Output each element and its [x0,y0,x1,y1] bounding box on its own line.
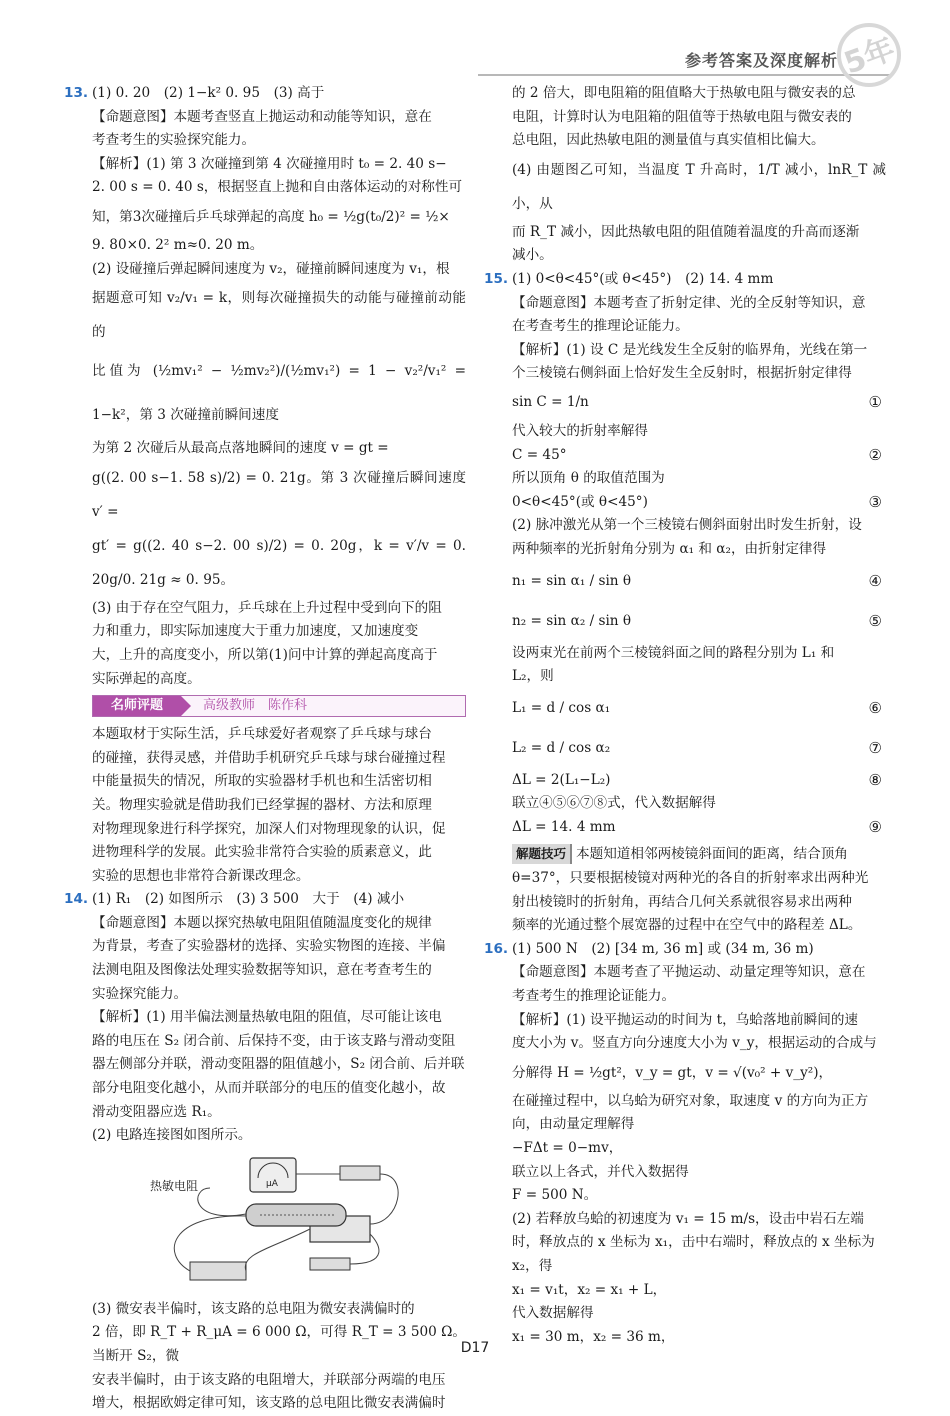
equation-row [484,729,886,769]
left-column [64,82,466,1416]
answer: (1) 0. 20 (2) 1−k² 0. 95 (3) 高于 [92,85,325,101]
banner-arrow-icon [181,696,191,716]
intent-text: 【命题意图】本题考查了平抛运动、动量定理等知识，意在 [512,964,866,981]
analysis-text: (4) 由题图乙可知，当温度 T 升高时，1/T 减小，lnR_T 减小，从 [512,161,886,212]
analysis-text: 联立④⑤⑥⑦⑧式，代入数据解得 [512,795,716,812]
analysis-text: 2. 00 s = 0. 40 s，根据竖直上抛和自由落体运动的对称性可 [92,179,463,196]
analysis-text: 部分电阻变化越小，从而并联部分的电压的值变化越小，故 [92,1080,446,1097]
analysis-text: 滑动变阻器应选 R₁。 [92,1103,221,1120]
analysis-text: 所以顶角 θ 的取值范围为 [512,470,665,487]
solving-tip-label: 解题技巧 [512,844,572,864]
intent-text: 【命题意图】本题考查竖直上抛运动和动能等知识，意在 [92,108,432,125]
analysis-text: 代入数据解得 [512,1305,594,1322]
equation-row [484,386,886,420]
equation: n₂ = sin α₂ / sin θ [512,612,632,629]
analysis-text: 比值为 (½mv₁² − ½mv₂²)/(½mv₁²) = 1 − v₂²/v₁² = 1−k²，第 3 次碰撞前瞬间速度 [92,363,466,424]
equation: sin C = 1/n [512,394,589,411]
comment-text: 的碰撞，获得灵感，并借助手机研究乒乓球与球台碰撞过程 [92,749,446,766]
analysis-text: 9. 80×0. 2² m≈0. 20 m。 [92,236,264,253]
comment-text: 中能量损失的情况，所取的实验器材手机也和生活密切相 [92,773,432,790]
intent-text: 考查考生的实验探究能力。 [92,132,256,149]
tip-text: 射出棱镜时的折射角，再结合几何关系就很容易求出两种 [512,893,852,910]
comment-text: 进物理科学的发展。此实验非常符合实验的质素意义，此 [92,844,432,861]
question-number: 15. [484,270,509,287]
analysis-text: 大，上升的高度变小，所以第(1)问中计算的弹起高度高于 [92,646,438,663]
analysis-text: (2) 若释放乌蛤的初速度为 v₁ = 15 m/s，设击中岩石左端 [512,1210,864,1227]
analysis-text: 2 倍，即 R_T + R_μA = 6 000 Ω，可得 R_T = 3 500 Ω。当断开 S₂，微 [92,1324,466,1364]
analysis-text: 知，第3次碰撞后乒乓球弹起的高度 h₀ = ½g(t₀/2)² = ½× [92,208,450,225]
svg-text:5年: 5年 [839,31,900,82]
five-year-logo [836,22,902,88]
analysis-text: F = 500 N。 [512,1187,598,1204]
thermistor-label: 热敏电阻 [150,1178,199,1193]
answer: (1) 500 N (2) [34 m, 36 m] 或 (34 m, 36 m) [512,940,814,957]
analysis-text: (2) 脉冲激光从第一个三棱镜右侧斜面射出时发生折射，设 [512,517,862,534]
equation: 0<θ<45°(或 θ<45°) [512,493,648,510]
answer: (1) R₁ (2) 如图所示 (3) 3 500 大于 (4) 减小 [92,891,405,908]
header-divider [478,74,890,76]
equation-number: ③ [868,492,882,511]
intent-text: 实验探究能力。 [92,985,188,1002]
analysis-text: 联立以上各式，并代入数据得 [512,1163,689,1180]
question-number: 16. [484,940,509,957]
analysis-text: 电阻，计算时认为电阻箱的阻值等于热敏电阻与微安表的 [512,108,852,125]
circuit-drawing [150,1154,456,1294]
equation-number: ④ [868,571,882,590]
equation-row [484,562,886,602]
tip-text: θ=37°，只要根据棱镜对两种光的各自的折射率求出两种光 [512,870,869,887]
analysis-text: gt′ = g((2. 40 s−2. 00 s)/2) = 0. 20g，k = v′/v = 0. 20g/0. 21g ≈ 0. 95。 [92,537,466,588]
analysis-text: 个三棱镜右侧斜面上恰好发生全反射时，根据折射定律得 [512,365,852,382]
analysis-text: 【解析】(1) 用半偏法测量热敏电阻的阻值，尽可能让该电 [92,1009,442,1026]
equation-number: ① [868,393,882,412]
analysis-text: 分解得 H = ½gt²，v_y = gt，v = √(v₀² + v_y²)， [512,1064,833,1081]
teacher-name: 高级教师 陈作科 [203,698,308,714]
comment-text: 实验的思想也非常符合新课改理念。 [92,867,310,884]
equation: ΔL = 14. 4 mm [512,818,616,835]
header-title: 参考答案及深度解析 [684,51,838,70]
analysis-text: 安表半偏时，由于该支路的电阻增大，并联部分两端的电压 [92,1371,446,1388]
analysis-text: g((2. 00 s−1. 58 s)/2) = 0. 21g。第 3 次碰撞后瞬间速度 v′ = [92,469,466,520]
answer: (1) 0<θ<45°(或 θ<45°) (2) 14. 4 mm [512,270,774,287]
equation-number: ⑥ [868,698,882,717]
analysis-text: 【解析】(1) 设平抛运动的时间为 t，乌蛤落地前瞬间的速 [512,1011,859,1028]
analysis-text: (3) 由于存在空气阻力，乒乓球在上升过程中受到向下的阻 [92,599,442,616]
analysis-text: x₂，得 [512,1257,553,1274]
switch-s2 [340,1166,380,1180]
intent-text: 法测电阻及图像法处理实验数据等知识，意在考查考生的 [92,962,432,979]
analysis-text: x₁ = 30 m，x₂ = 36 m， [512,1328,675,1345]
analysis-text: 器左侧部分并联，滑动变阻器的阻值越小，S₂ 闭合前、后并联 [92,1056,465,1073]
equation-row [484,769,886,793]
analysis-text: 向，由动量定理解得 [512,1116,635,1133]
analysis-text: 路的电压在 S₂ 闭合前、后保持不变，由于该支路与滑动变阻 [92,1032,456,1049]
equation-row [484,816,886,840]
analysis-text: 的 2 倍大，即电阻箱的阻值略大于热敏电阻与微安表的总 [512,85,856,101]
intent-text: 【命题意图】本题以探究热敏电阻阻值随温度变化的规律 [92,914,432,931]
tip-text: 频率的光通过整个展宽器的过程中在空气中的路程差 ΔL。 [512,917,862,934]
equation-number: ⑤ [868,611,882,630]
equation: C = 45° [512,446,567,463]
comment-text: 关。物理实验就是借助我们已经掌握的器材、方法和原理 [92,796,432,813]
equation-row [484,602,886,642]
analysis-text: 时，释放点的 x 坐标为 x₁，击中右端时，释放点的 x 坐标为 [512,1234,875,1251]
analysis-text: 而 R_T 减小，因此热敏电阻的阻值随着温度的升高而逐渐 [512,223,860,240]
analysis-text: 总电阻，因此热敏电阻的测量值与真实值相比偏大。 [512,132,825,149]
equation-row [484,491,886,515]
analysis-text: 两种频率的光折射角分别为 α₁ 和 α₂，由折射定律得 [512,540,827,557]
comment-text: 本题取材于实际生活，乒乓球爱好者观察了乒乓球与球台 [92,726,432,743]
analysis-text: 在碰撞过程中，以乌蛤为研究对象，取速度 v 的方向为正方 [512,1092,869,1109]
analysis-text: 力和重力，即实际加速度大于重力加速度，又加速度变 [92,623,419,640]
analysis-text: (3) 微安表半偏时，该支路的总电阻为微安表满偏时的 [92,1300,415,1317]
equation-number: ② [868,445,882,464]
teacher-comment-banner [92,695,466,717]
analysis-text: −FΔt = 0−mv， [512,1140,623,1156]
analysis-text: 【解析】(1) 第 3 次碰撞到第 4 次碰撞用时 t₀ = 2. 40 s− [92,155,447,172]
analysis-text: L₂，则 [512,668,554,685]
circuit-diagram [150,1154,456,1294]
analysis-text: 代入较大的折射率解得 [512,422,648,439]
analysis-text: 度大小为 v。竖直方向分速度大小为 v_y，根据运动的合成与 [512,1035,877,1052]
question-number: 13. [64,85,89,101]
equation: ΔL = 2(L₁−L₂) [512,771,611,788]
intent-text: 考查考生的推理论证能力。 [512,988,676,1005]
equation-row [484,444,886,468]
intent-text: 在考查考生的推理论证能力。 [512,318,689,335]
equation: n₁ = sin α₁ / sin θ [512,572,632,589]
analysis-text: x₁ = v₁t，x₂ = x₁ + L， [512,1281,667,1298]
equation-number: ⑨ [868,817,882,836]
question-number: 14. [64,891,89,908]
analysis-text: 实际弹起的高度。 [92,670,201,687]
analysis-text: 据题意可知 v₂/v₁ = k，则每次碰撞损失的动能与碰撞前动能的 [92,290,466,341]
analysis-text: 增大，根据欧姆定律可知，该支路的总电阻比微安表满偏时 [92,1395,446,1412]
equation: L₂ = d / cos α₂ [512,739,611,756]
equation: L₁ = d / cos α₁ [512,699,611,716]
tip-text: 本题知道相邻两棱镜斜面间的距离，结合顶角 [576,846,848,863]
analysis-text: 减小。 [512,247,553,264]
resistance-box [190,1262,246,1280]
intent-text: 【命题意图】本题考查了折射定律、光的全反射等知识，意 [512,294,866,311]
analysis-text: 设两束光在前两个三棱镜斜面之间的路程分别为 L₁ 和 [512,644,835,661]
equation-number: ⑦ [868,738,882,757]
analysis-text: 为第 2 次碰后从最高点落地瞬间的速度 v = gt = [92,440,389,457]
equation-number: ⑧ [868,770,882,789]
intent-text: 为背景，考查了实验器材的选择、实验实物图的连接、半偏 [92,938,446,955]
switch-s1 [310,1258,350,1270]
analysis-text: (2) 电路连接图如图所示。 [92,1127,252,1144]
analysis-text: (2) 设碰撞后弹起瞬间速度为 v₂，碰撞前瞬间速度为 v₁，根 [92,260,450,277]
comment-text: 对物理现象进行科学探究，加深人们对物理现象的认识，促 [92,820,446,837]
right-column [484,82,886,1349]
analysis-text: 【解析】(1) 设 C 是光线发生全反射的临界角，光线在第一 [512,341,868,358]
meter-label: μA [266,1178,278,1189]
equation-row [484,689,886,729]
teacher-comment-label: 名师评题 [93,696,181,716]
page-number: D17 [460,1340,490,1356]
